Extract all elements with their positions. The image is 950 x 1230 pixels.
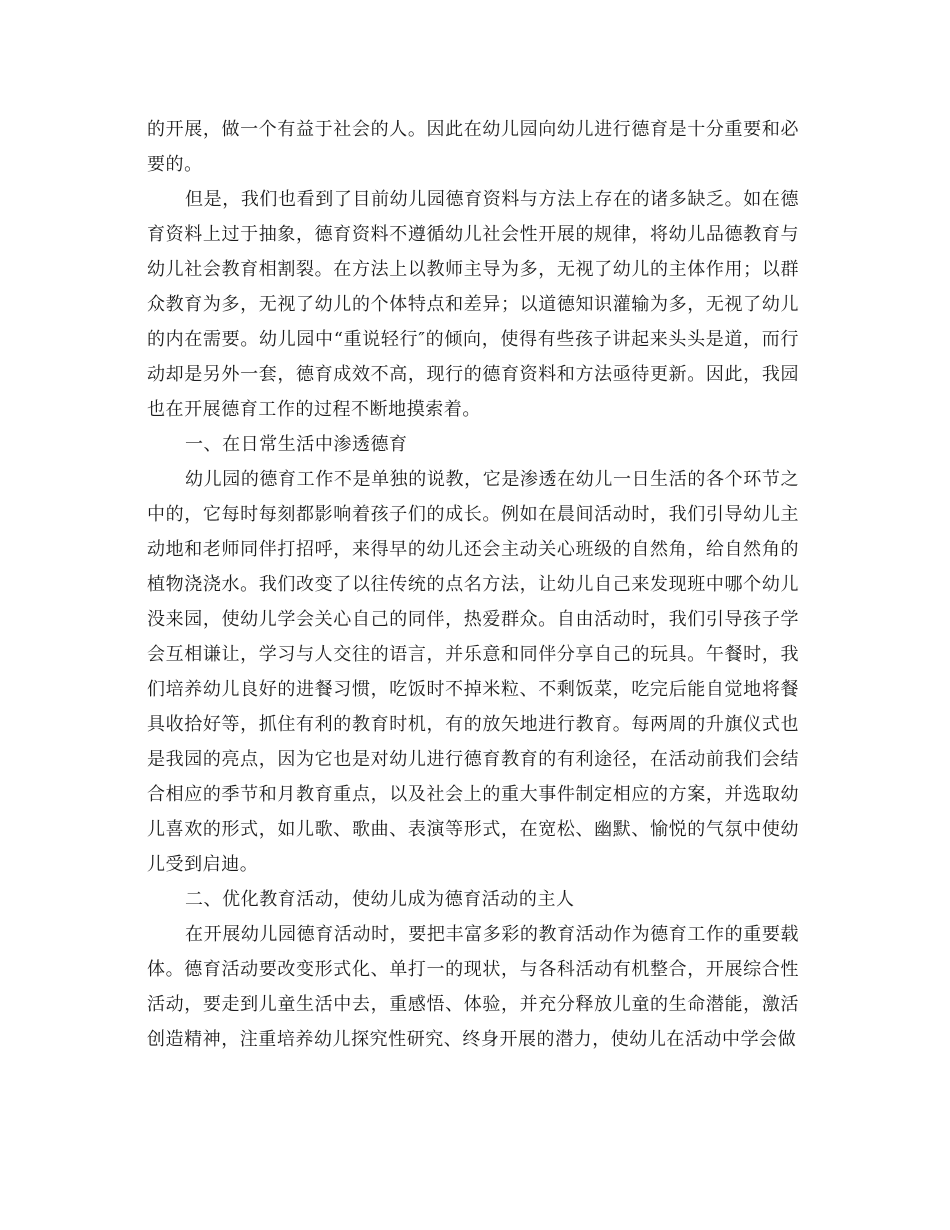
paragraph-continuation: 的开展，做一个有益于社会的人。因此在幼儿园向幼儿进行德育是十分重要和必要的。	[147, 119, 799, 175]
paragraph-daily-life: 幼儿园的德育工作不是单独的说教，它是渗透在幼儿一日生活的各个环节之中的，它每时每刻都影响着孩子们的成长。例如在晨间活动时，我们引导幼儿主动地和老师同伴打招呼，来得早的幼儿还会主动关心班级的自然角，给自然角的植物浇浇水。我们改变了以往传统的点名方法，让幼儿自己来发现班中哪个幼儿没来园，使幼儿学会关心自己的同伴，热爱群众。自由活动时，我们引导孩子学会互相谦让，学习与人交往的语言，并乐意和同伴分享自己的玩具。午餐时，我们培养幼儿良好的进餐习惯，吃饭时不掉米粒、不剩饭菜，吃完后能自觉地将餐具收拾好等，抓住有利的教育时机，有的放矢地进行教育。每两周的升旗仪式也是我园的亮点，因为它也是对幼儿进行德育教育的有利途径，在活动前我们会结合相应的季节和月教育重点，以及社会上的重大事件制定相应的方案，并选取幼儿喜欢的形式，如儿歌、歌曲、表演等形式，在宽松、幽默、愉悦的气氛中使幼儿受到启迪。	[147, 469, 799, 875]
paragraph-shortcomings: 但是，我们也看到了目前幼儿园德育资料与方法上存在的诸多缺乏。如在德育资料上过于抽象，德育资料不遵循幼儿社会性开展的规律，将幼儿品德教育与幼儿社会教育相割裂。在方法上以教师主导为多，无视了幼儿的主体作用；以群众教育为多，无视了幼儿的个体特点和差异；以道德知识灌输为多，无视了幼儿的内在需要。幼儿园中“重说轻行″的倾向，使得有些孩子讲起来头头是道，而行动却是另外一套，德育成效不高，现行的德育资料和方法亟待更新。因此，我园也在开展德育工作的过程不断地摸索着。	[147, 189, 799, 420]
section-heading-daily-life: 一、在日常生活中渗透德育	[185, 434, 408, 455]
document-page	[147, 112, 799, 1057]
paragraph-activities: 在开展幼儿园德育活动时，要把丰富多彩的教育活动作为德育工作的重要载体。德育活动要改变形式化、单打一的现状，与各科活动有机整合，开展综合性活动，要走到儿童生活中去，重感悟、体验，并充分释放儿童的生命潜能，激活创造精神，注重培养幼儿探究性研究、终身开展的潜力，使幼儿在活动中学会做	[147, 924, 799, 1050]
section-heading-activities: 二、优化教育活动，使幼儿成为德育活动的主人	[185, 889, 575, 910]
